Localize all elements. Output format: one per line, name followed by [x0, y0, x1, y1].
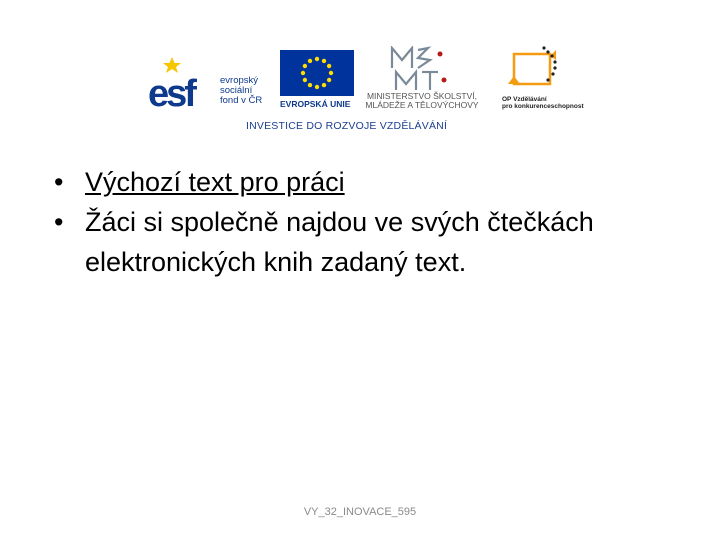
msmt-caption	[358, 92, 486, 110]
op-emblem-icon	[508, 46, 562, 90]
bullet-item-2	[52, 202, 692, 282]
investice-tagline: INVESTICE DO ROZVOJE VZDĚLÁVÁNÍ	[246, 120, 448, 132]
msmt-monogram-icon	[388, 46, 452, 92]
op-logo	[502, 46, 584, 112]
eu-flag	[280, 50, 354, 96]
eu-logo	[280, 50, 356, 110]
esf-mark-icon	[148, 54, 218, 110]
eu-caption: EVROPSKÁ UNIE	[280, 99, 351, 109]
msmt-logo	[356, 44, 486, 112]
footer-code: VY_32_INOVACE_595	[303, 506, 417, 518]
bullet-icon: •	[54, 207, 64, 237]
esf-logo	[148, 50, 276, 114]
header-logo-strip	[0, 0, 720, 140]
bullet-list	[52, 162, 692, 282]
op-caption-line1: OP Vzdělávání	[502, 96, 547, 103]
svg-text:esf: esf	[148, 73, 194, 110]
bullet-item-1	[52, 162, 692, 202]
esf-caption	[220, 76, 262, 106]
eu-stars-icon	[280, 50, 354, 96]
bullet-text-2: Žáci si společně najdou ve svých čtečkách elektronických knih zadaný text.	[85, 207, 594, 277]
op-caption	[502, 96, 584, 110]
msmt-caption-line1: MINISTERSTVO ŠKOLSTVÍ,	[366, 91, 478, 101]
esf-caption-line2: sociální	[220, 85, 253, 96]
msmt-caption-line2: MLÁDEŽE A TĚLOVÝCHOVY	[365, 100, 479, 110]
bullet-text-1: Výchozí text pro práci	[85, 167, 345, 197]
op-caption-line2: pro konkurenceschopnost	[502, 103, 584, 110]
bullet-icon: •	[54, 167, 64, 197]
esf-caption-line3: fond v ČR	[220, 95, 263, 106]
esf-caption-line1: evropský	[220, 75, 259, 86]
